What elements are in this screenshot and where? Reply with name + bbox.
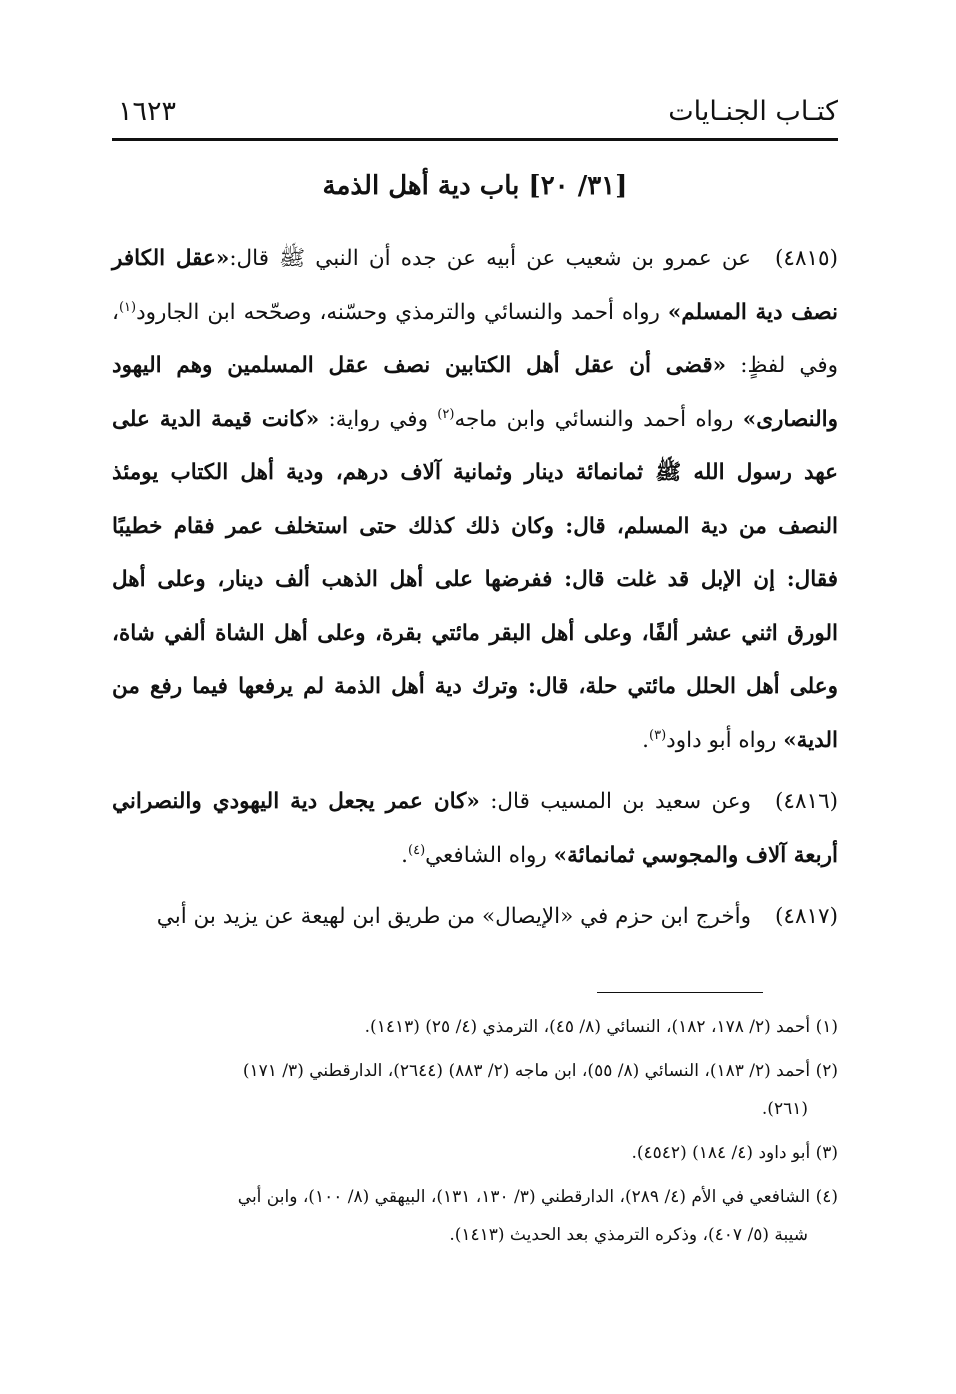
footnote-continuation: (٢٦١). xyxy=(761,1099,808,1119)
footnote-divider xyxy=(597,992,763,993)
footnote-ref[interactable]: (٤) xyxy=(408,842,426,858)
footnote-ref[interactable]: (٢) xyxy=(437,406,455,422)
hadith-text: . xyxy=(401,842,408,868)
running-title: كتـاب الجنـايات xyxy=(668,96,838,127)
page-header xyxy=(112,92,838,141)
footnote-text: أبو داود (٤/ ١٨٤) (٤٥٤٢). xyxy=(631,1143,811,1163)
hadith-quote: «عقل الكافر نصف دية المسلم» xyxy=(112,246,839,325)
footnote-item xyxy=(112,1008,838,1046)
footnote-text: أحمد (٢/ ١٨٣)، النسائي (٨/ ٥٥)، ابن ماجه (٢/ ٨٨٣) (٢٦٤٤)، الدارقطني (٣/ ١٧١) xyxy=(242,1061,811,1081)
hadith-number: (٤٨١٥) xyxy=(775,246,838,271)
footnotes xyxy=(112,1008,838,1260)
hadith-text: ، وفي لفظٍ: xyxy=(112,299,839,378)
footnote-ref[interactable]: (٣) xyxy=(649,727,667,743)
hadith-4815 xyxy=(112,232,838,767)
hadith-quote: «قضى أن عقل أهل الكتابين نصف عقل المسلمين وهم اليهود والنصارى» xyxy=(112,353,838,432)
footnote-item xyxy=(112,1052,838,1128)
hadith-text: رواه أحمد والنسائي وابن ماجه xyxy=(454,406,743,432)
footnote-text: أحمد (٢/ ١٧٨، ١٨٢)، النسائي (٨/ ٤٥)، الترمذي (٤/ ٢٥) (١٤١٣). xyxy=(364,1017,811,1037)
hadith-text: رواه الشافعي xyxy=(425,842,554,868)
hadith-4816 xyxy=(112,775,838,882)
hadith-quote: «كانت قيمة الدية على عهد رسول الله ﷺ ثمانمائة دينار وثمانية آلاف درهم، ودية أهل الكتاب يومئذ النصف من دية المسلم، قال: وكان ذلك كذلك حتى استخلف عمر فقام خطيبًا فقال: إن الإبل قد غلت قال: ففرضها على أهل الذهب ألف دينار، وعلى أهل الورق اثني عشر ألفًا، وعلى أهل البقر مائتي بقرة، وعلى أهل الشاة ألفي شاة، وعلى أهل الحلل مائتي حلة، قال: وترك دية أهل الذمة لم يرفعها فيما رفع من الدية» xyxy=(112,406,838,753)
footnote-text: الشافعي في الأم (٤/ ٢٨٩)، الدارقطني (٣/ ١٣٠، ١٣١)، البيهقي (٨/ ١٠٠)، وابن أبي xyxy=(237,1187,811,1207)
footnote-marker: (١) xyxy=(815,1017,838,1037)
footnote-marker: (٢) xyxy=(815,1061,838,1081)
footnote-item xyxy=(112,1134,838,1172)
hadith-intro: عن عمرو بن شعيب عن أبيه عن جده أن النبي ﷺ قال: xyxy=(229,246,752,271)
section-heading: [٣١/ ٢٠] باب دية أهل الذمة xyxy=(322,171,628,201)
footnote-continuation: شيبة (٥/ ٤٠٧)، وذكره الترمذي بعد الحديث (١٤١٣). xyxy=(449,1225,808,1245)
footnote-ref[interactable]: (١) xyxy=(118,299,137,315)
footnote-marker: (٣) xyxy=(815,1143,838,1163)
hadith-text: . xyxy=(642,727,650,753)
footnote-marker: (٤) xyxy=(815,1187,838,1207)
hadith-4817 xyxy=(112,890,838,944)
hadith-text: رواه أبو داود xyxy=(666,727,784,753)
hadith-quote: «كان عمر يجعل دية اليهودي والنصراني أربعة آلاف والمجوسي ثمانمائة» xyxy=(112,789,838,868)
hadith-number: (٤٨١٦) xyxy=(775,789,839,814)
main-text xyxy=(112,232,838,952)
hadith-intro: وعن سعيد بن المسيب قال: xyxy=(479,789,752,814)
hadith-text: وفي رواية: xyxy=(319,406,438,432)
footnote-item xyxy=(112,1178,838,1254)
hadith-text: رواه أحمد والنسائي والترمذي وحسّنه، وصحّحه ابن الجارود xyxy=(136,299,668,325)
page-number: ١٦٢٣ xyxy=(118,96,177,127)
hadith-text: وأخرج ابن حزم في «الإيصال» من طريق ابن لهيعة عن يزيد بن أبي xyxy=(156,904,752,929)
hadith-number: (٤٨١٧) xyxy=(775,904,838,929)
